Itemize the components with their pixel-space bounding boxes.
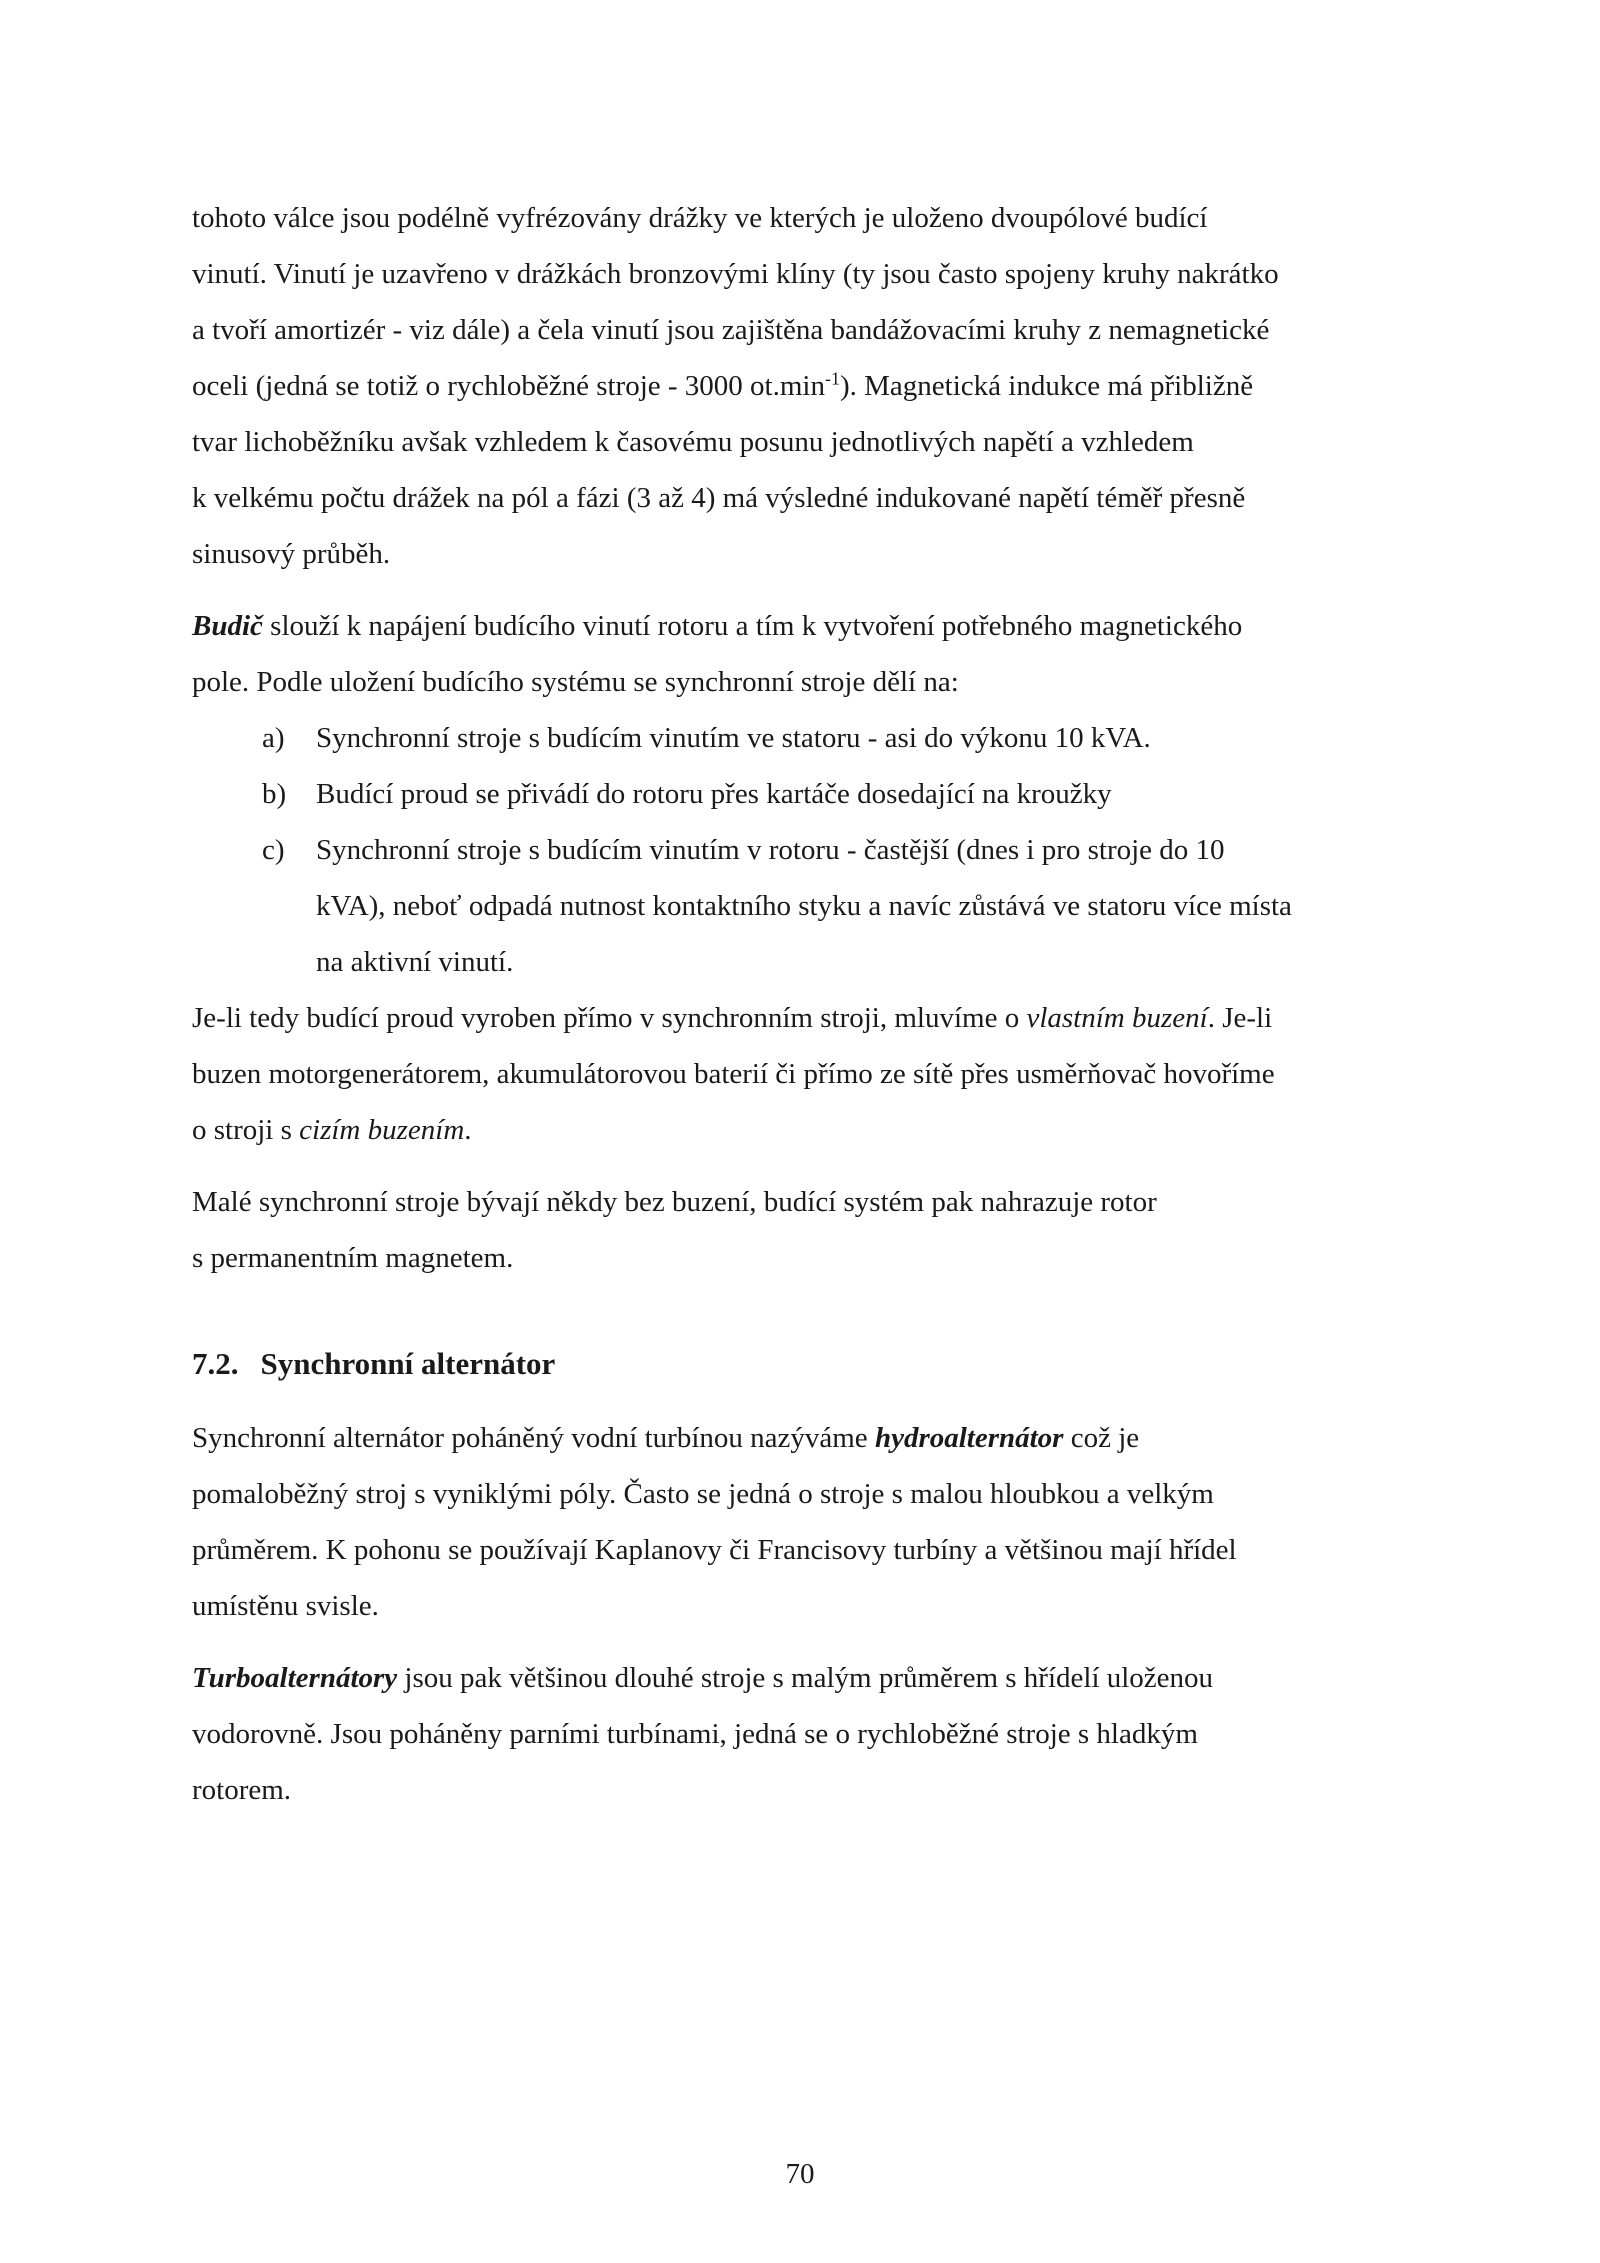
list-marker: c) <box>262 834 285 866</box>
section-title: Synchronní alternátor <box>260 1346 556 1381</box>
text-fragment: Je-li tedy budící proud vyroben přímo v synchronním stroji, mluvíme o <box>192 1002 1027 1034</box>
excitation-list <box>192 710 1432 990</box>
text-line: buzen motorgenerátorem, akumulátorovou baterií či přímo ze sítě přes usměrňovač hovoříme <box>192 1058 1275 1090</box>
list-marker: a) <box>262 722 285 754</box>
text-line <box>192 990 1432 1046</box>
text-line <box>192 1102 1432 1158</box>
paragraph-permanent-magnet <box>192 1174 1432 1286</box>
text-line: Synchronní stroje s budícím vinutím v rotoru - častější (dnes i pro stroje do 10 <box>316 834 1225 866</box>
text-line: pomaloběžný stroj s vyniklými póly. Často se jedná o stroje s malou hloubkou a velkým <box>192 1478 1214 1510</box>
text-fragment: což je <box>1063 1422 1140 1454</box>
text-line <box>192 358 1432 414</box>
text-line <box>192 598 1432 654</box>
text-fragment: slouží k napájení budícího vinutí rotoru a tím k vytvoření potřebného magnetického <box>262 610 1243 642</box>
text-line: vinutí. Vinutí je uzavřeno v drážkách bronzovými klíny (ty jsou často spojeny kruhy nakrátko <box>192 258 1279 290</box>
list-item <box>192 766 1432 822</box>
term-cizi-buzeni: cizím buzením <box>299 1114 465 1146</box>
text-fragment: . <box>464 1114 472 1146</box>
page-number: 70 <box>785 2158 815 2190</box>
text-fragment: . Je-li <box>1207 1002 1273 1034</box>
paragraph-exciter <box>192 598 1432 710</box>
text-line: a tvoří amortizér - viz dále) a čela vinutí jsou zajištěna bandážovacími kruhy z nemagnetické <box>192 314 1270 346</box>
paragraph-turboalternator <box>192 1650 1432 1818</box>
section-heading <box>192 1336 1432 1392</box>
text-fragment: jsou pak většinou dlouhé stroje s malým průměrem s hřídelí uloženou <box>397 1662 1214 1694</box>
term-vlastni-buzeni: vlastním buzení <box>1026 1002 1208 1034</box>
paragraph-hydroalternator <box>192 1410 1432 1634</box>
text-line: Synchronní stroje s budícím vinutím ve statoru - asi do výkonu 10 kVA. <box>316 722 1151 754</box>
text-line: tohoto válce jsou podélně vyfrézovány drážky ve kterých je uloženo dvoupólové budící <box>192 202 1208 234</box>
page-body <box>192 190 1432 1818</box>
text-fragment: oceli (jedná se totiž o rychloběžné stroje - 3000 ot.min <box>192 370 825 402</box>
text-line: tvar lichoběžníku avšak vzhledem k časovému posunu jednotlivých napětí a vzhledem <box>192 426 1194 458</box>
term-budic: Budič <box>192 610 263 642</box>
section-number: 7.2. <box>192 1346 239 1381</box>
text-line: rotorem. <box>192 1774 292 1806</box>
text-line: kVA), neboť odpadá nutnost kontaktního styku a navíc zůstává ve statoru více místa <box>316 890 1292 922</box>
superscript: -1 <box>824 368 840 389</box>
text-line: vodorovně. Jsou poháněny parními turbínami, jedná se o rychloběžné stroje s hladkým <box>192 1718 1198 1750</box>
text-line: sinusový průběh. <box>192 538 391 570</box>
text-line: pole. Podle uložení budícího systému se synchronní stroje dělí na: <box>192 666 959 698</box>
text-line: umístěnu svisle. <box>192 1590 379 1622</box>
text-fragment: ). Magnetická indukce má přibližně <box>839 370 1254 402</box>
paragraph-rotor-winding <box>192 190 1432 582</box>
text-line: na aktivní vinutí. <box>316 946 514 978</box>
text-line: k velkému počtu drážek na pól a fázi (3 až 4) má výsledné indukované napětí téměř přesně <box>192 482 1246 514</box>
list-marker: b) <box>262 778 287 810</box>
term-turboalternatory: Turboalternátory <box>192 1662 398 1694</box>
term-hydroalternator: hydroalternátor <box>874 1422 1064 1454</box>
paragraph-self-excitation <box>192 990 1432 1158</box>
text-fragment: o stroji s <box>192 1114 300 1146</box>
text-line: Malé synchronní stroje bývají někdy bez buzení, budící systém pak nahrazuje rotor <box>192 1186 1157 1218</box>
text-line: průměrem. K pohonu se používají Kaplanovy či Francisovy turbíny a většinou mají hřídel <box>192 1534 1237 1566</box>
list-item <box>192 822 1432 990</box>
text-fragment: Synchronní alternátor poháněný vodní turbínou nazýváme <box>192 1422 875 1454</box>
text-line: Budící proud se přivádí do rotoru přes kartáče dosedající na kroužky <box>316 778 1112 810</box>
text-line: s permanentním magnetem. <box>192 1242 514 1274</box>
list-item <box>192 710 1432 766</box>
text-line <box>192 1410 1432 1466</box>
text-line <box>192 1650 1432 1706</box>
